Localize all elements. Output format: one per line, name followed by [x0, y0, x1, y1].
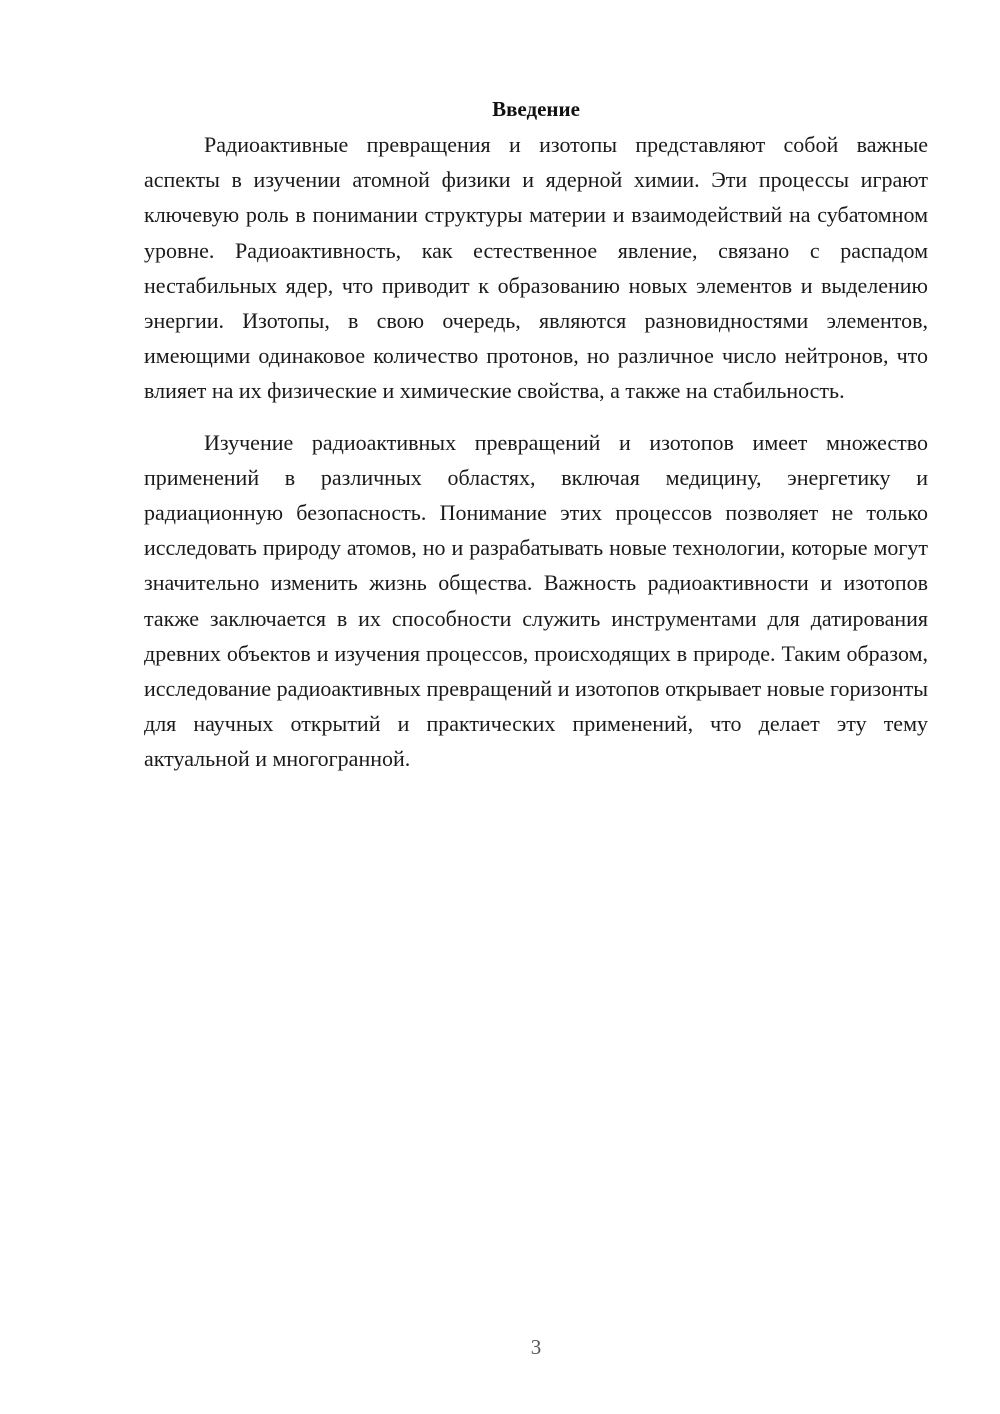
section-title: Введение [492, 97, 580, 121]
page-content [144, 92, 928, 777]
paragraph: Изучение радиоактивных превращений и изотопов имеет множество применений в различных областях, включая медицину, энергетику и радиационную безопасность. Понимание этих процессов позволяет не только исследовать природу атомов, но и разрабатывать новые технологии, которые могут значительно изменить жизнь общества. Важность радиоактивности и изотопов также заключается в их способности служить инструментами для датирования древних объектов и изучения процессов, происходящих в природе. Таким образом, исследование радиоактивных превращений и изотопов открывает новые горизонты для научных открытий и практических применений, что делает эту тему актуальной и многогранной. [144, 429, 928, 772]
paragraph: Радиоактивные превращения и изотопы представляют собой важные аспекты в изучении атомной физики и ядерной химии. Эти процессы играют ключевую роль в понимании структуры материи и взаимодействий на субатомном уровне. Радиоактивность, как естественное явление, связано с распадом нестабильных ядер, что приводит к образованию новых элементов и выделению энергии. Изотопы, в свою очередь, являются разновидностями элементов, имеющими одинаковое количество протонов, но различное число нейтронов, что влияет на их физические и химические свойства, а также на стабильность. [144, 132, 928, 404]
page-number: 3 [530, 1335, 542, 1359]
